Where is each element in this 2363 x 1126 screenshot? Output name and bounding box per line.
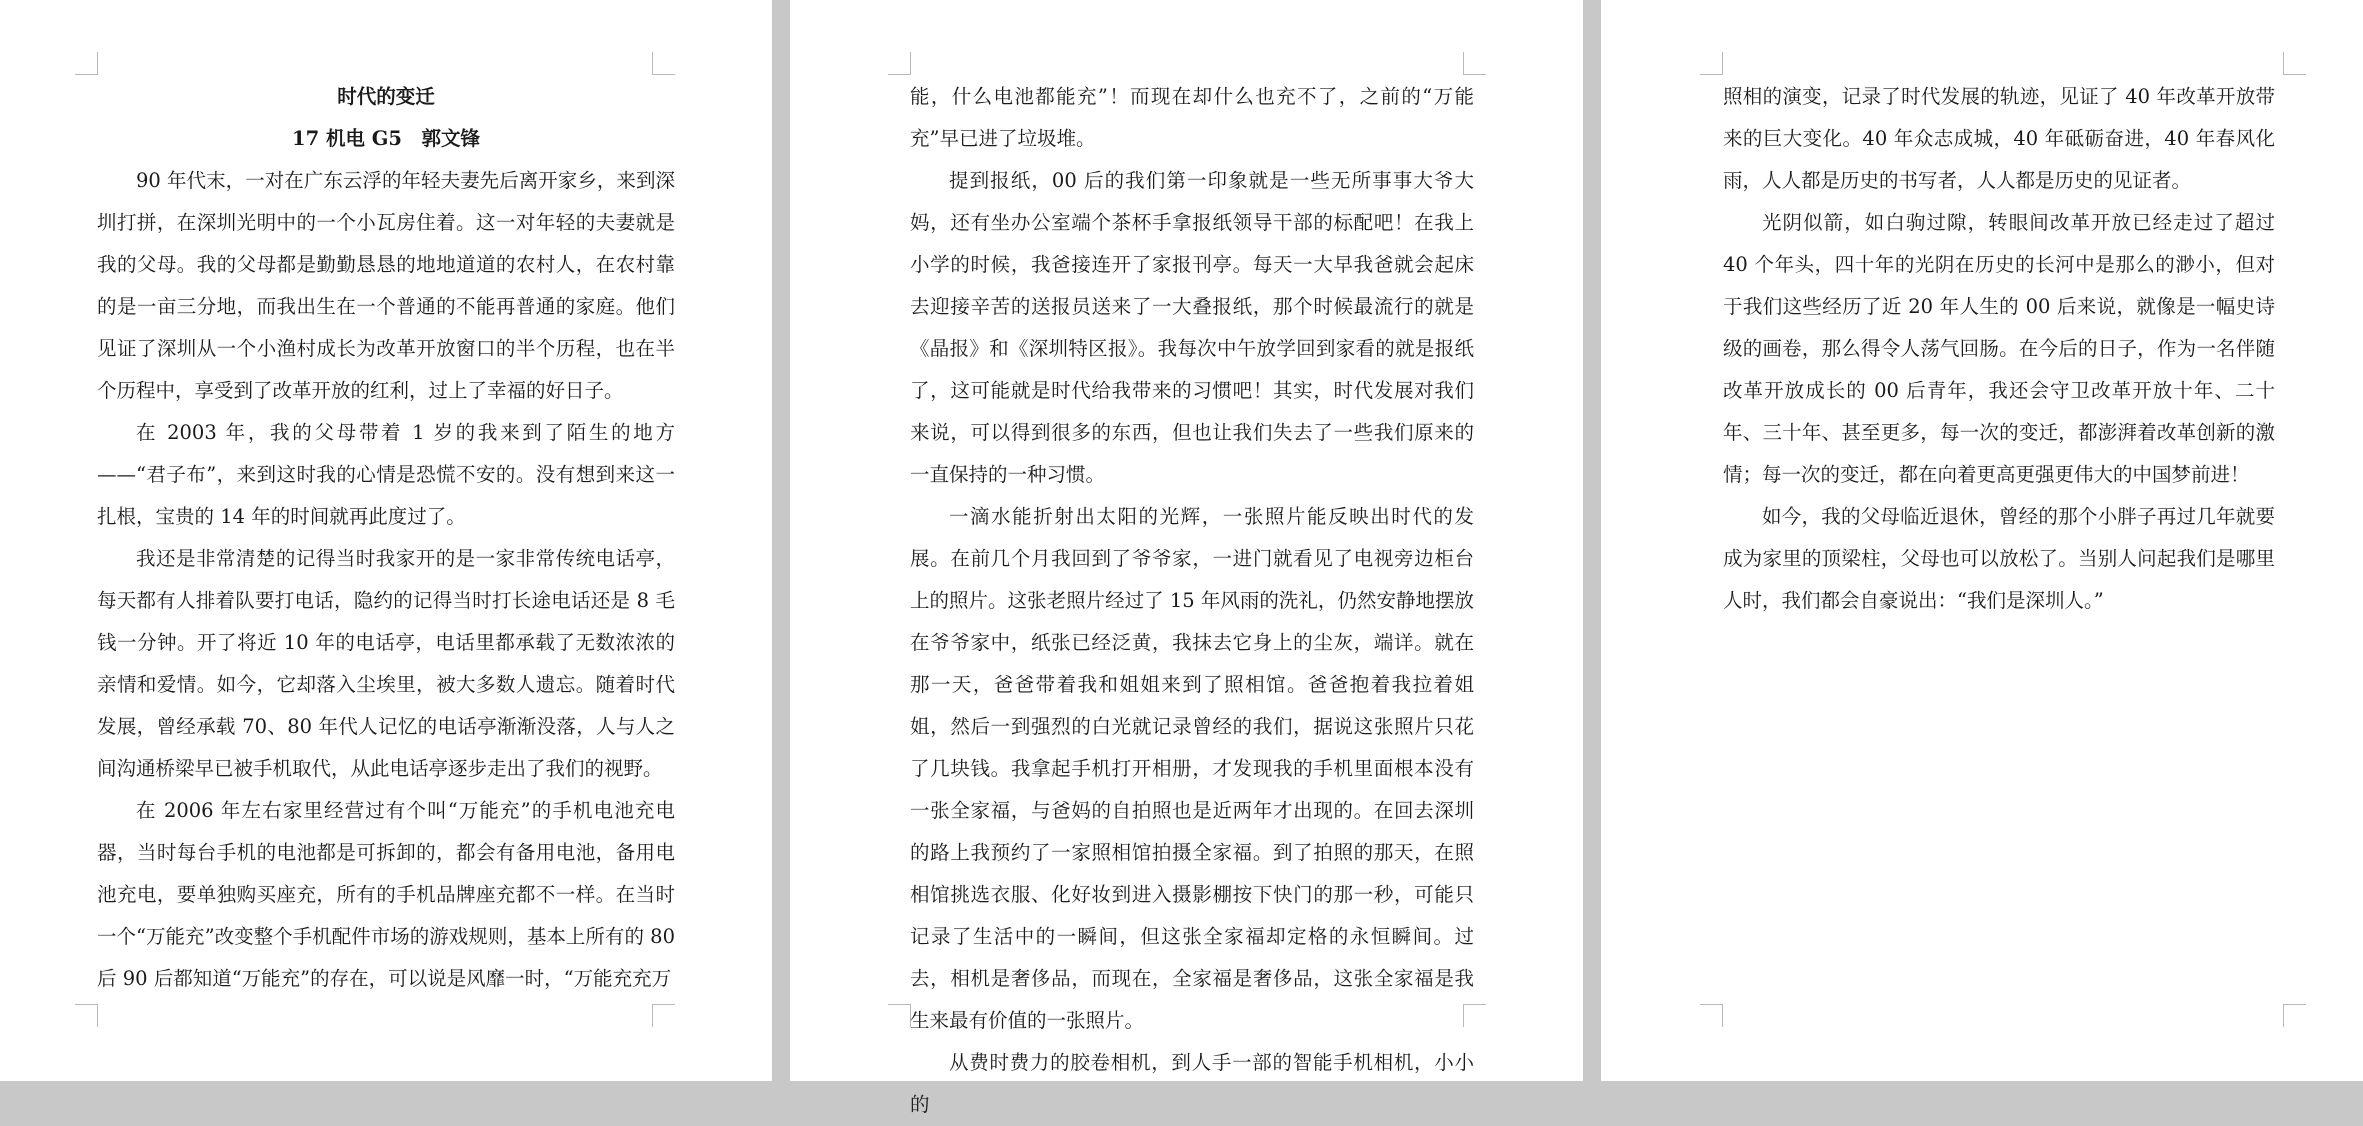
document-title: 时代的变迁 [337, 85, 435, 108]
paragraph: 我还是非常清楚的记得当时我家开的是一家非常传统电话亭，每天都有人排着队要打电话，隐约的记得当时打长途电话还是 8 毛钱一分钟。开了将近 10 年的电话亭，电话里都承载了无数浓浓的亲情和爱情。如今，它却落入尘埃里，被大多数人遗忘。随着时代发展，曾经承载 70、80 年代人记忆的电话亭渐渐没落，人与人之间沟通桥梁早已被手机取代，从此电话亭逐步走出了我们的视野。 [97, 547, 675, 780]
page-body[interactable] [97, 76, 675, 1000]
paragraph: 如今，我的父母临近退休，曾经的那个小胖子再过几年就要成为家里的顶梁柱，父母也可以放松了。当别人问起我们是哪里人时，我们都会自豪说出：“我们是深圳人。” [1723, 505, 2275, 612]
document-page-3[interactable] [1601, 0, 2363, 1081]
paragraph: 能，什么电池都能充”！而现在却什么也充不了，之前的“万能充”早已进了垃圾堆。 [910, 85, 1474, 150]
margin-corner-marker [888, 1004, 911, 1027]
document-page-1[interactable] [0, 0, 772, 1081]
margin-corner-marker [75, 52, 98, 75]
margin-corner-marker [1463, 52, 1486, 75]
margin-corner-marker [652, 1004, 675, 1027]
margin-corner-marker [652, 52, 675, 75]
margin-corner-marker [1700, 1004, 1723, 1027]
paragraph: 90 年代末，一对在广东云浮的年轻夫妻先后离开家乡，来到深圳打拼，在深圳光明中的一个小瓦房住着。这一对年轻的夫妻就是我的父母。我的父母都是勤勤恳恳的地地道道的农村人，在农村靠的是一亩三分地，而我出生在一个普通的不能再普通的家庭。他们见证了深圳从一个小渔村成长为改革开放窗口的半个历程，也在半个历程中，享受到了改革开放的红利，过上了幸福的好日子。 [97, 169, 675, 402]
paragraph: 光阴似箭，如白驹过隙，转眼间改革开放已经走过了超过 40 个年头，四十年的光阴在历史的长河中是那么的渺小，但对于我们这些经历了近 20 年人生的 00 后来说，就像是一幅史诗级的画卷，那么得令人荡气回肠。在今后的日子，作为一名伴随改革开放成长的 00 后青年，我还会守卫改革开放十年、二十年、三十年、甚至更多，每一次的变迁，都澎湃着改革创新的激情；每一次的变迁，都在向着更高更强更伟大的中国梦前进！ [1723, 211, 2275, 486]
paragraph: 提到报纸，00 后的我们第一印象就是一些无所事事大爷大妈，还有坐办公室端个茶杯手拿报纸领导干部的标配吧！在我上小学的时候，我爸接连开了家报刊亭。每天一大早我爸就会起床去迎接辛苦的送报员送来了一大叠报纸，那个时候最流行的就是《晶报》和《深圳特区报》。我每次中午放学回到家看的就是报纸了，这可能就是时代给我带来的习惯吧！其实，时代发展对我们来说，可以得到很多的东西，但也让我们失去了一些我们原来的一直保持的一种习惯。 [910, 169, 1474, 486]
margin-corner-marker [2283, 52, 2306, 75]
paragraph: 一滴水能折射出太阳的光辉，一张照片能反映出时代的发展。在前几个月我回到了爷爷家，一进门就看见了电视旁边柜台上的照片。这张老照片经过了 15 年风雨的洗礼，仍然安静地摆放在爷爷家中，纸张已经泛黄，我抹去它身上的尘灰，端详。就在那一天，爸爸带着我和姐姐来到了照相馆。爸爸抱着我拉着姐姐，然后一到强烈的白光就记录曾经的我们，据说这张照片只花了几块钱。我拿起手机打开相册，才发现我的手机里面根本没有一张全家福，与爸妈的自拍照也是近两年才出现的。在回去深圳的路上我预约了一家照相馆拍摄全家福。到了拍照的那天，在照相馆挑选衣服、化好妆到进入摄影棚按下快门的那一秒，可能只记录了生活中的一瞬间，但这张全家福却定格的永恒瞬间。过去，相机是奢侈品，而现在，全家福是奢侈品，这张全家福是我生来最有价值的一张照片。 [910, 505, 1474, 1032]
document-page-2[interactable] [790, 0, 1583, 1116]
paragraph: 照相的演变，记录了时代发展的轨迹，见证了 40 年改革开放带来的巨大变化。40 年众志成城，40 年砥砺奋进，40 年春风化雨，人人都是历史的书写者，人人都是历史的见证者。 [1723, 85, 2275, 192]
margin-corner-marker [2283, 1004, 2306, 1027]
margin-corner-marker [75, 1004, 98, 1027]
paragraph: 在 2003 年，我的父母带着 1 岁的我来到了陌生的地方——“君子布”，来到这时我的心情是恐慌不安的。没有想到来这一扎根，宝贵的 14 年的时间就再此度过了。 [97, 421, 675, 528]
page-body[interactable] [1723, 76, 2275, 622]
document-author-line: 17 机电 G5 郭文锋 [292, 127, 480, 150]
margin-corner-marker [1700, 52, 1723, 75]
paragraph: 在 2006 年左右家里经营过有个叫“万能充”的手机电池充电器，当时每台手机的电池都是可拆卸的，都会有备用电池，备用电池充电，要单独购买座充，所有的手机品牌座充都不一样。在当时一个“万能充”改变整个手机配件市场的游戏规则，基本上所有的 80 后 90 后都知道“万能充”的存在，可以说是风靡一时，“万能充充万 [97, 799, 675, 990]
margin-corner-marker [888, 52, 911, 75]
paragraph: 从费时费力的胶卷相机，到人手一部的智能手机相机，小小的 [910, 1051, 1474, 1116]
page-body[interactable] [910, 76, 1474, 1126]
